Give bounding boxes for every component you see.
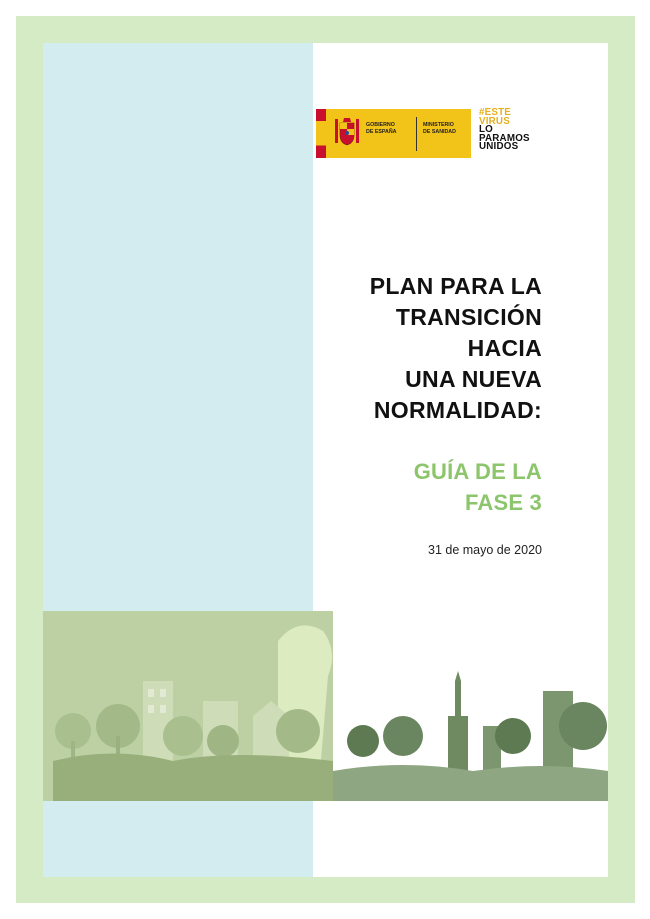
government-logo	[316, 109, 556, 159]
cover-page	[43, 43, 608, 877]
document-subtitle	[414, 456, 542, 518]
hashtag-line-1: #ESTE	[479, 107, 512, 118]
hashtag-line-2: VIRUS	[479, 115, 510, 127]
hashtag-line-3: LO	[479, 124, 494, 135]
ministry-line-1: MINISTERIO	[423, 122, 454, 128]
document-date: 31 de mayo de 2020	[428, 543, 542, 557]
title-line-1: PLAN PARA LA	[369, 273, 542, 299]
hashtag-line-4: PARAMOS	[479, 132, 530, 144]
ministry-text	[423, 122, 469, 136]
government-line-2: DE ESPAÑA	[366, 129, 397, 135]
document-title	[370, 271, 542, 426]
coat-of-arms-icon	[332, 115, 362, 151]
ministry-line-2: DE SANIDAD	[423, 129, 456, 135]
subtitle-line-1: GUÍA DE LA	[413, 459, 542, 484]
government-line-1: GOBIERNO	[366, 122, 395, 128]
campaign-hashtag	[479, 109, 559, 152]
government-text	[366, 122, 412, 136]
hashtag-line-5: UNIDOS	[479, 141, 519, 152]
title-line-5: NORMALIDAD:	[373, 397, 542, 423]
city-park-illustration	[43, 611, 608, 801]
government-logo-block	[316, 109, 471, 158]
flag-strip	[316, 109, 326, 158]
subtitle-line-2: FASE 3	[464, 490, 542, 515]
logo-divider	[416, 117, 417, 151]
title-line-4: UNA NUEVA	[405, 366, 542, 392]
title-line-3: HACIA	[467, 335, 542, 361]
title-line-2: TRANSICIÓN	[395, 304, 542, 330]
